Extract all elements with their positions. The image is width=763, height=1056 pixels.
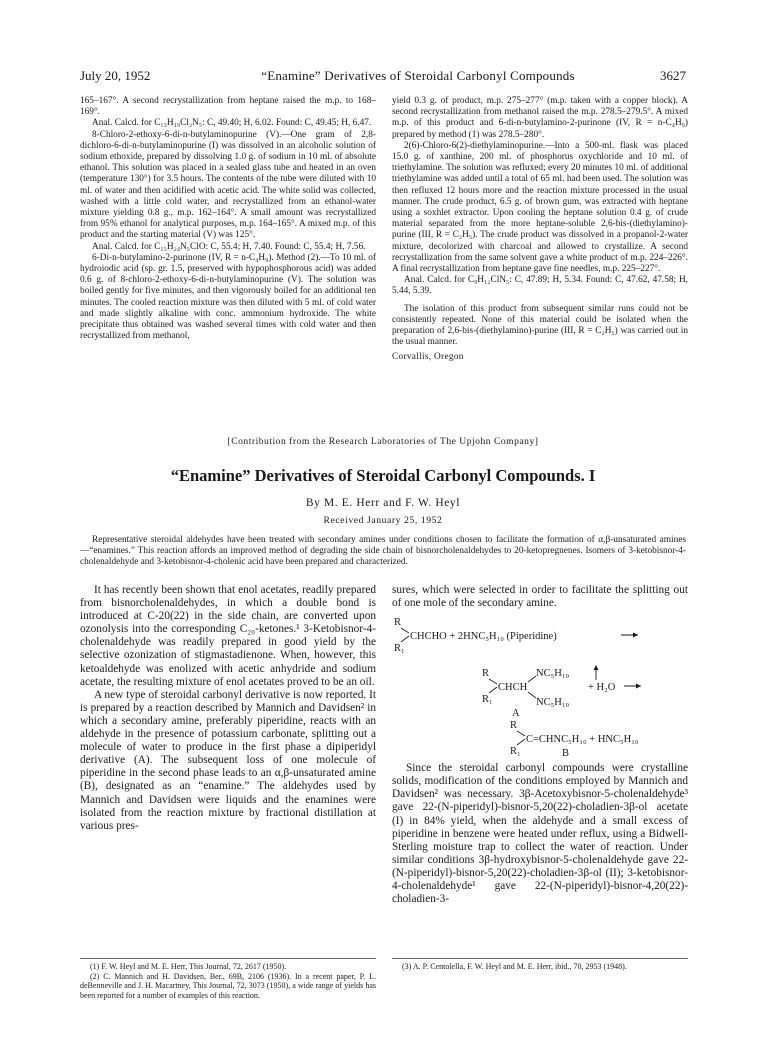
running-header: [80, 68, 686, 84]
article-title: “Enamine” Derivatives of Steroidal Carbonyl Compounds. I: [170, 466, 596, 485]
reaction-scheme: [392, 612, 688, 758]
scheme-bond: [489, 679, 497, 684]
paragraph: 165–167°. A second recrystallization from heptane raised the m.p. to 168–169°.: [80, 96, 376, 118]
received-date: Received January 25, 1952: [323, 515, 443, 526]
location-line: Corvallis, Oregon: [392, 352, 464, 363]
paragraph: yield 0.3 g. of product, m.p. 275–277° (m.p. taken with a copper block). A second recrystallization from methanol raised the m.p. 278.5–279.5°. A mixed m.p. of this product and 6-di-n-butylamino-2-purinone (IV, R = n-C₄H₉) prepared by method (1) was 278.5–280°.: [392, 96, 688, 140]
top-left-column: [80, 96, 376, 342]
scheme-bond: [528, 692, 536, 698]
scheme-r: R: [510, 720, 518, 732]
scheme-bond: [401, 628, 409, 633]
paragraph: The isolation of this product from subsequent similar runs could not be consistently repeated. None of this material could be isolated when the preparation of 2,6-bis-(diethylamino)-purine (III, R = C₂H₅) was carried out in the usual manner.: [392, 303, 688, 348]
paragraph: A new type of steroidal carbonyl derivative is now reported. It is prepared by a reaction described by Mannich and Davidsen² in which a secondary amine, preferably piperidine, reacts with an aldehyde in the presence of potassium carbonate, splitting out a molecule of water to produce in the first phase a dipiperidyl derivative (A). The subsequent loss of one molecule of piperidine in the second phase leads to an α,β-unsaturated amine (B), designated as an “enamine.” The aldehydes used by Mannich and Davidsen were liquids and the enamines were isolated from the reaction mixture by fractional distillation at various pres-: [80, 688, 376, 832]
scheme-water: + H₂O: [588, 682, 616, 694]
scheme-nc5h10-bottom: NC₅H₁₀: [536, 697, 570, 709]
scheme-nc5h10-top: NC₅H₁₀: [536, 668, 570, 680]
top-right-column: [392, 96, 688, 364]
scheme-bond: [489, 687, 497, 693]
analysis-line: Anal. Calcd. for C₁₃H₁₉Cl₂N₅: C, 49.40; H, 6.02. Found: C, 49.45; H, 6.47.: [92, 118, 372, 129]
scheme-equation-1: CHCHO + 2HNC₅H₁₀ (Piperidine): [410, 631, 557, 643]
scheme-r: R: [394, 617, 402, 629]
scheme-arrowhead: [633, 633, 638, 638]
footnotes-right: [392, 958, 688, 972]
paragraph: It has recently been shown that enol acetates, readily prepared from bisnorcholenaldehydes, in which a double bond is introduced at C-20(22) in the side chain, are converted upon ozonolysis into the corresponding C₂₀-ketones.¹ 3-Ketobisnor-4-cholenaldehyde was readily prepared in good yield by the selective ozonization of stigmastadienone. When, however, this ketoaldehyde was enolized with acetic anhydride and sodium acetate, the resulting mixture of enol acetates proved to be an oil.: [80, 584, 376, 688]
scheme-bond: [401, 636, 409, 642]
scheme-bond: [528, 676, 536, 682]
scheme-bond: [517, 731, 525, 736]
scheme-chch: CHCH: [498, 682, 528, 694]
scheme-equation-3: C=CHNC₅H₁₀ + HNC₅H₁₀: [526, 734, 639, 746]
body-right-column: [392, 584, 688, 906]
scheme-label-a: A: [512, 708, 520, 720]
scheme-r1: R₁: [394, 643, 405, 655]
analysis-line: Anal. Calcd. for C₉H₁₂ClN₅: C, 47.89; H, 5.34. Found: C, 47.62, 47.58; H, 5.44, 5.39.: [392, 275, 688, 297]
header-page-number: 3627: [660, 68, 686, 83]
footnote: (1) F. W. Heyl and M. E. Herr, This Journal, 72, 2617 (1950).: [90, 962, 287, 971]
footnotes-left: [80, 958, 376, 1000]
body-left-column: [80, 584, 376, 833]
author-line: By M. E. Herr and F. W. Heyl: [305, 497, 461, 509]
scheme-bond: [517, 739, 525, 745]
scheme-r1: R₁: [482, 694, 493, 706]
scheme-arrowhead: [594, 665, 599, 670]
paragraph: Since the steroidal carbonyl compounds were crystalline solids, modification of the conditions employed by Mannich and Davidsen² was necessary. 3β-Acetoxybisnor-5-cholenaldehyde³ gave 22-(N-piperidyl)-bisnor-5,20(22)-choladien-3β-ol acetate (I) in 84% yield, when the aldehyde and a small excess of piperidine in benzene were heated under reflux, using a Bidwell-Sterling moisture trap to collect the water of reaction. Under similar conditions 3β-hydroxybisnor-5-cholenaldehyde gave 22-(N-piperidyl)-bisnor-5,20(22)-choladien-3β-ol (II); 3-ketobisnor-4-cholenaldehyde¹ gave 22-(N-piperidyl)-bisnor-4,20(22)-choladien-3-: [392, 762, 688, 906]
footnote: (3) A. P. Centolella, F. W. Heyl and M. E. Herr, ibid., 70, 2953 (1948).: [402, 962, 627, 971]
scheme-label-b: B: [562, 748, 570, 759]
paragraph: 6-Di-n-butylamino-2-purinone (IV, R = n-C₄H₉). Method (2).—To 10 ml. of hydroiodic acid (sp. gr. 1.5, preserved with hypophosphorous acid) was added 0.6 g. of 8-chloro-2-ethoxy-6-di-n-butylaminopurine (V). The solution was boiled gently for five minutes, and then vigorously boiled for an additional ten minutes. The cooled reaction mixture was then diluted with 5 ml. of cold water and made slightly alkaline with conc. ammonium hydroxide. The white precipitate thus obtained was washed several times with cold water and then recrystallized from methanol,: [80, 252, 376, 342]
footnote: (2) C. Mannich and H. Davidsen, Ber., 69B, 2106 (1936). In a recent paper, P. L. deBenneville and J. H. Macartney, This Journal, 72, 3073 (1950), a wide range of yields has been reported for a number of examples of this reaction.: [80, 971, 376, 1000]
paragraph: sures, which were selected in order to facilitate the splitting out of one mole of the secondary amine.: [392, 584, 688, 610]
header-date: July 20, 1952: [80, 68, 151, 83]
scheme-r: R: [482, 668, 490, 680]
analysis-line: Anal. Calcd. for C₁₅H₂₄N₅ClO: C, 55.4; H, 7.40. Found: C, 55.4; H, 7.56.: [92, 241, 366, 252]
scheme-arrowhead: [636, 684, 641, 689]
contribution-line: [Contribution from the Research Laboratories of The Upjohn Company]: [227, 436, 539, 447]
abstract: Representative steroidal aldehydes have been treated with secondary amines under conditions chosen to facilitate the formation of α,β-unsaturated amines—“enamines.” This reaction affords an improved method of degrading the side chain of bisnorcholenaldehydes to 20-ketopregnenes. Isomers of 3-ketobisnor-4-cholenaldehyde and 3-ketobisnor-4-cholenic acid have been prepared and characterized.: [80, 535, 686, 568]
header-running-title: “Enamine” Derivatives of Steroidal Carbonyl Compounds: [261, 68, 575, 83]
paragraph: 8-Chloro-2-ethoxy-6-di-n-butylaminopurine (V).—One gram of 2,8-dichloro-6-di-n-butylaminopurine (I) was dissolved in an alcoholic solution of sodium ethoxide, prepared by dissolving 1.0 g. of sodium in 10 ml. of absolute ethanol. This solution was placed in a sealed glass tube and heated in an oven (temperature 130°) for 3.5 hours. The contents of the tube were diluted with 10 ml. of water and then acidified with acetic acid. The white solid was collected, washed with a little cold water, and recrystallized from an ethanol-water mixture yielding 0.8 g., m.p. 162–164°. A small amount was recrystallized from 95% ethanol for analytical purposes, m.p. 164–165°. A mixed m.p. of this product and the starting material (V) was 125°.: [80, 129, 376, 241]
scheme-r1: R₁: [510, 746, 521, 758]
paragraph: 2(6)-Chloro-6(2)-diethylaminopurine.—Into a 500-ml. flask was placed 15.0 g. of xanthine, 200 ml. of phosphorus oxychloride and 10 ml. of triethylamine. The solution was refluxed; every 20 minutes 10 ml. of additional triethylamine was added until a total of 65 ml. had been used. The solution was then refluxed 12 hours more and the reaction mixture processed in the usual manner. The crude product, 6.5 g. of brown gum, was extracted with heptane using a soxhlet extractor. Upon cooling the heptane solution 0.4 g. of crude material separated from the more heptane-soluble 2,6-bis-(diethylamino)-purine (III, R = C₂H₅). The crude product was dissolved in a propanol-2-water mixture, decolorized with charcoal and allowed to crystallize. A second recrystallization from the same solvent gave a white product of m.p. 224–226°. A final recrystallization from heptane gave fine needles, m.p. 225–227°.: [392, 140, 688, 275]
